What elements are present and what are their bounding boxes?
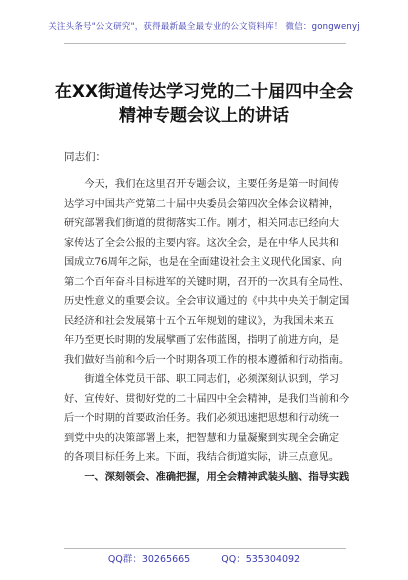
body-text — [64, 175, 350, 487]
header-divider — [64, 43, 346, 44]
section-heading: 一、深刻领会、准确把握，用全会精神武装头脑、指导实践 — [64, 471, 350, 483]
body-line: 民经济和社会发展第十五个五年规划的建议》，为我国未来五 — [64, 315, 334, 327]
body-line: 到党中央的决策部署上来，把智慧和力量凝聚到实现全会确定 — [64, 432, 340, 444]
body-line: 家传达了全会公报的主要内容。这次全会，是在中华人民共和 — [64, 237, 340, 249]
footer-qq-group: QQ群：30265665 — [107, 554, 191, 565]
footer — [0, 551, 408, 565]
footer-qq: QQ：535304092 — [221, 554, 301, 565]
body-line: 第二个百年奋斗目标进军的关键时期，召开的一次具有全局性、 — [64, 276, 350, 288]
body-line: 街道全体党员干部、职工同志们，必须深刻认识到，学习 — [64, 374, 340, 385]
salutation: 同志们： — [64, 151, 106, 163]
footer-divider — [64, 548, 346, 549]
body-line: 后一个时期的首要政治任务。我们必须迅速把思想和行动统一 — [64, 413, 340, 424]
page-title — [0, 80, 408, 128]
header-banner: 关注头条号"公文研究"，获得最新最全最专业的公文资料库！ 微信：gongwenyj — [48, 22, 360, 32]
body-line: 今天，我们在这里召开专题会议，主要任务是第一时间传 — [64, 179, 340, 190]
body-line: 历史性意义的重要会议。全会审议通过的《中共中央关于制定国 — [64, 296, 350, 307]
body-line: 好、宣传好、贯彻好党的二十届四中全会精神，是我们当前和今 — [64, 393, 350, 405]
title-line-2: 精神专题会议上的讲话 — [119, 106, 289, 126]
body-line: 我们做好当前和今后一个时期各项工作的根本遵循和行动指南。 — [64, 354, 350, 366]
body-line: 达学习中国共产党第二十届中央委员会第四次全体会议精神， — [64, 198, 340, 210]
body-line: 研究部署我们街道的贯彻落实工作。刚才，相关同志已经向大 — [64, 218, 340, 229]
title-line-1: 在XX街道传达学习党的二十届四中全会 — [54, 82, 354, 102]
body-line: 年乃至更长时期的发展擘画了宏伟蓝图，指明了前进方向，是 — [64, 335, 340, 346]
body-line: 的各项目标任务上来。下面，我结合街道实际，讲三点意见。 — [64, 452, 340, 463]
body-line: 国成立76周年之际，也是在全面建设社会主义现代化国家、向 — [64, 257, 342, 268]
